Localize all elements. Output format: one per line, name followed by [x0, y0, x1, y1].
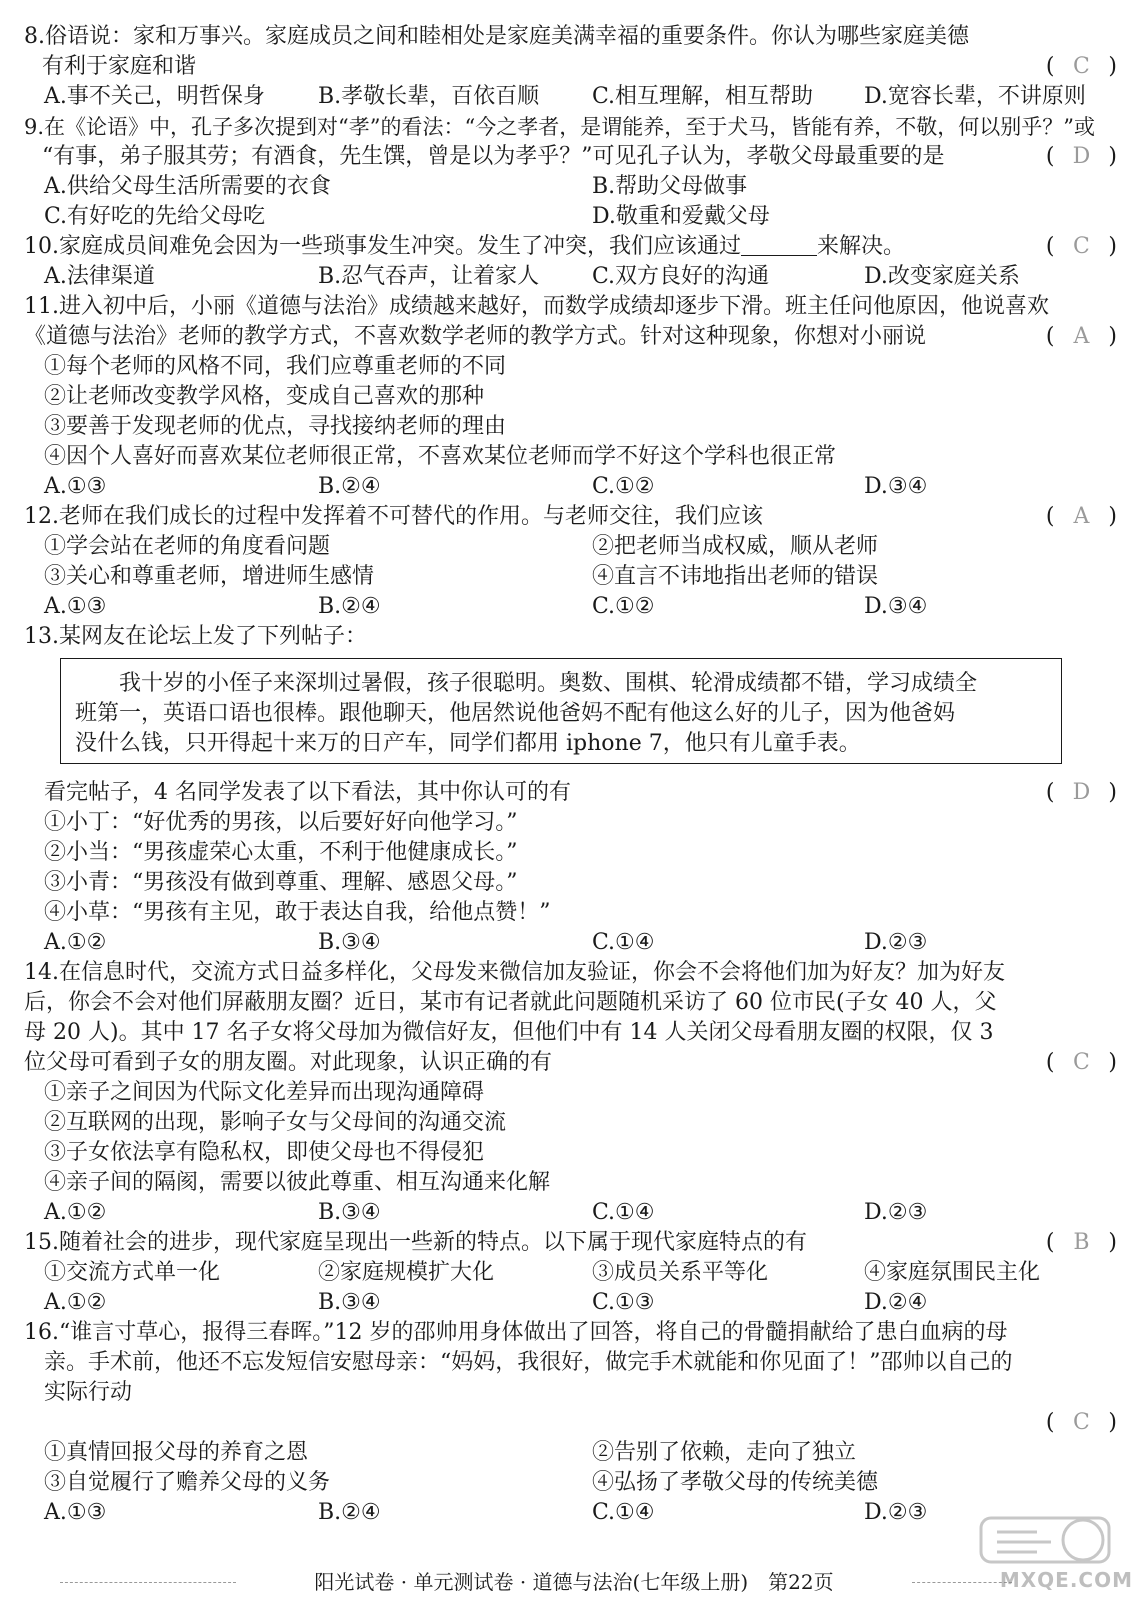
q11-item-4: ④因个人喜好而喜欢某位老师很正常，不喜欢某位老师而学不好这个学科也很正常 — [44, 444, 837, 469]
q10-stem: 10.家庭成员间难免会因为一些琐事发生冲突。发生了冲突，我们应该通过 来解决。 ( C ) — [0, 232, 1141, 262]
q13-question: 看完帖子，4 名同学发表了以下看法，其中你认可的有 ( D ) — [0, 778, 1141, 808]
option-d: D.改变家庭关系 — [864, 264, 1020, 289]
q14-item-4: ④亲子间的隔阂，需要以彼此尊重、相互沟通来化解 — [44, 1170, 551, 1195]
option-a: A.①② — [44, 930, 107, 955]
post-line: 没什么钱，只开得起十来万的日产车，同学们都用 iphone 7，他只有儿童手表。 — [75, 731, 861, 756]
q15-items — [0, 1258, 1141, 1288]
q16-item-2: ②告别了依赖，走向了独立 — [592, 1440, 857, 1465]
option-c: C.①④ — [592, 1500, 655, 1525]
option-d: D.敬重和爱戴父母 — [592, 204, 770, 229]
option-d: D.②④ — [864, 1290, 928, 1315]
q12-stem: 12.老师在我们成长的过程中发挥着不可替代的作用。与老师交往，我们应该 ( A ) — [0, 502, 1141, 532]
option-a: A.①③ — [44, 474, 107, 499]
option-d: D.②③ — [864, 1200, 928, 1225]
q12-item-2: ②把老师当成权威，顺从老师 — [592, 534, 879, 559]
q15-item-1: ①交流方式单一化 — [44, 1260, 221, 1285]
q8-stem-line1: 8.俗语说：家和万事兴。家庭成员之间和睦相处是家庭美满幸福的重要条件。你认为哪些家庭美德 — [24, 24, 969, 49]
q16-answer-row — [0, 1408, 1141, 1438]
q11-options — [0, 472, 1141, 502]
post-line: 班第一，英语口语也很棒。跟他聊天，他居然说他爸妈不配有他这么好的儿子，因为他爸妈 — [75, 701, 956, 726]
watermark-logo — [963, 1512, 1133, 1592]
q11-stem-line1: 11.进入初中后，小丽《道德与法治》成绩越来越好，而数学成绩却逐步下滑。班主任问他原因，他说喜欢 — [24, 294, 1049, 319]
q10-answer: ( C ) — [1045, 234, 1117, 259]
q13-item-1: ①小丁：“好优秀的男孩，以后要好好向他学习。” — [44, 810, 518, 835]
option-b: B.忍气吞声，让着家人 — [318, 264, 540, 289]
q16-item-3: ③自觉履行了赡养父母的义务 — [44, 1470, 331, 1495]
option-b: B.②④ — [318, 474, 381, 499]
q12-items-row1 — [0, 532, 1141, 562]
q14-item-1: ①亲子之间因为代际文化差异而出现沟通障碍 — [44, 1080, 485, 1105]
q15-item-4: ④家庭氛围民主化 — [864, 1260, 1041, 1285]
q13-stem: 13.某网友在论坛上发了下列帖子： — [24, 624, 367, 649]
q13-item-4: ④小草：“男孩有主见，敢于表达自我，给他点赞！” — [44, 900, 551, 925]
q9-options-row1 — [0, 172, 1141, 202]
footer-text: 阳光试卷 · 单元测试卷 · 道德与法治(七年级上册) 第22页 — [314, 1570, 834, 1594]
option-d: D.②③ — [864, 1500, 928, 1525]
q13-item-2: ②小当：“男孩虚荣心太重，不利于他健康成长。” — [44, 840, 518, 865]
q14-answer: ( C ) — [1045, 1050, 1117, 1075]
option-d: D.宽容长辈，不讲原则 — [864, 84, 1086, 109]
option-c: C.①③ — [592, 1290, 655, 1315]
option-d: D.③④ — [864, 474, 928, 499]
option-a: A.供给父母生活所需要的衣食 — [44, 174, 331, 199]
option-a: A.①③ — [44, 1500, 107, 1525]
q15-stem: 15.随着社会的进步，现代家庭呈现出一些新的特点。以下属于现代家庭特点的有 ( B ) — [0, 1228, 1141, 1258]
q12-items-row2 — [0, 562, 1141, 592]
q16-stem-line2: 亲。手术前，他还不忘发短信安慰母亲：“妈妈，我很好，做完手术就能和你见面了！”邵帅以自己的 — [44, 1350, 1013, 1375]
option-c: C.相互理解，相互帮助 — [592, 84, 814, 109]
q16-items-row2 — [0, 1468, 1141, 1498]
q8-stem-line2: 有利于家庭和谐 ( C ) — [0, 52, 1141, 82]
q16-stem-line3: 实际行动 — [44, 1380, 133, 1405]
q9-stem-line1: 9.在《论语》中，孔子多次提到对“孝”的看法：“今之孝者，是谓能养，至于犬马，皆能有养，不敬，何以别乎？”或 — [24, 115, 1095, 139]
q13-answer: ( D ) — [1045, 780, 1117, 805]
q14-stem-line1: 14.在信息时代，交流方式日益多样化，父母发来微信加友验证，你会不会将他们加为好友？加为好友 — [24, 960, 1005, 985]
q8-options — [0, 82, 1141, 112]
q12-item-3: ③关心和尊重老师，增进师生感情 — [44, 564, 375, 589]
option-c: C.①④ — [592, 930, 655, 955]
option-b: B.②④ — [318, 594, 381, 619]
q16-stem-line1: 16.“谁言寸草心，报得三春晖。”12 岁的邵帅用身体做出了回答，将自己的骨髓捐献给了患白血病的母 — [24, 1320, 1008, 1345]
option-a: A.①② — [44, 1200, 107, 1225]
q9-options-row2 — [0, 202, 1141, 232]
q11-item-3: ③要善于发现老师的优点，寻找接纳老师的理由 — [44, 414, 507, 439]
post-line: 我十岁的小侄子来深圳过暑假，孩子很聪明。奥数、围棋、轮滑成绩都不错，学习成绩全 — [119, 671, 978, 696]
option-d: D.②③ — [864, 930, 928, 955]
footer-divider — [60, 1582, 236, 1583]
q11-answer: ( A ) — [1045, 324, 1117, 349]
q15-answer: ( B ) — [1045, 1230, 1117, 1255]
option-c: C.双方良好的沟通 — [592, 264, 770, 289]
q12-answer: ( A ) — [1045, 504, 1117, 529]
q13-options — [0, 928, 1141, 958]
q15-item-3: ③成员关系平等化 — [592, 1260, 769, 1285]
option-c: C.①② — [592, 474, 655, 499]
q16-items-row1 — [0, 1438, 1141, 1468]
q14-item-3: ③子女依法享有隐私权，即使父母也不得侵犯 — [44, 1140, 485, 1165]
option-b: B.③④ — [318, 1290, 381, 1315]
option-d: D.③④ — [864, 594, 928, 619]
q8-answer: ( C ) — [1045, 54, 1117, 79]
option-a: A.①③ — [44, 594, 107, 619]
watermark-text: MXQE.COM — [999, 1568, 1133, 1592]
forum-post-box — [60, 658, 1062, 764]
q9-answer: ( D ) — [1045, 144, 1117, 169]
option-c: C.①④ — [592, 1200, 655, 1225]
q14-stem-line2: 后，你会不会对他们屏蔽朋友圈？近日，某市有记者就此问题随机采访了 60 位市民(子女 40 人，父 — [24, 990, 997, 1015]
q14-stem-line4: 位父母可看到子女的朋友圈。对此现象，认识正确的有 ( C ) — [0, 1048, 1141, 1078]
q16-answer: ( C ) — [1045, 1410, 1117, 1435]
q9-stem-line2: “有事，弟子服其劳；有酒食，先生馔，曾是以为孝乎？”可见孔子认为，孝敬父母最重要的是 ( D ) — [0, 142, 1141, 172]
q16-item-1: ①真情回报父母的养育之恩 — [44, 1440, 309, 1465]
watermark-icon — [963, 1512, 1133, 1572]
q15-item-2: ②家庭规模扩大化 — [318, 1260, 495, 1285]
option-c: C.①② — [592, 594, 655, 619]
q14-item-2: ②互联网的出现，影响子女与父母间的沟通交流 — [44, 1110, 507, 1135]
q16-item-4: ④弘扬了孝敬父母的传统美德 — [592, 1470, 879, 1495]
q13-item-3: ③小青：“男孩没有做到尊重、理解、感恩父母。” — [44, 870, 518, 895]
q11-item-1: ①每个老师的风格不同，我们应尊重老师的不同 — [44, 354, 507, 379]
q12-options — [0, 592, 1141, 622]
fill-blank — [741, 233, 817, 256]
option-c: C.有好吃的先给父母吃 — [44, 204, 266, 229]
q12-item-4: ④直言不讳地指出老师的错误 — [592, 564, 879, 589]
q14-options — [0, 1198, 1141, 1228]
option-a: A.法律渠道 — [44, 264, 155, 289]
option-b: B.孝敬长辈，百依百顺 — [318, 84, 540, 109]
option-b: B.②④ — [318, 1500, 381, 1525]
q15-options — [0, 1288, 1141, 1318]
option-a: A.事不关己，明哲保身 — [44, 84, 265, 109]
q11-stem-line2: 《道德与法治》老师的教学方式，不喜欢数学老师的教学方式。针对这种现象，你想对小丽说 ( A ) — [0, 322, 1141, 352]
option-a: A.①② — [44, 1290, 107, 1315]
q10-options — [0, 262, 1141, 292]
q11-item-2: ②让老师改变教学风格，变成自己喜欢的那种 — [44, 384, 485, 409]
q12-item-1: ①学会站在老师的角度看问题 — [44, 534, 331, 559]
q14-stem-line3: 母 20 人)。其中 17 名子女将父母加为微信好友，但他们中有 14 人关闭父母看朋友圈的权限，仅 3 — [24, 1020, 994, 1045]
option-b: B.③④ — [318, 930, 381, 955]
option-b: B.③④ — [318, 1200, 381, 1225]
option-b: B.帮助父母做事 — [592, 174, 748, 199]
